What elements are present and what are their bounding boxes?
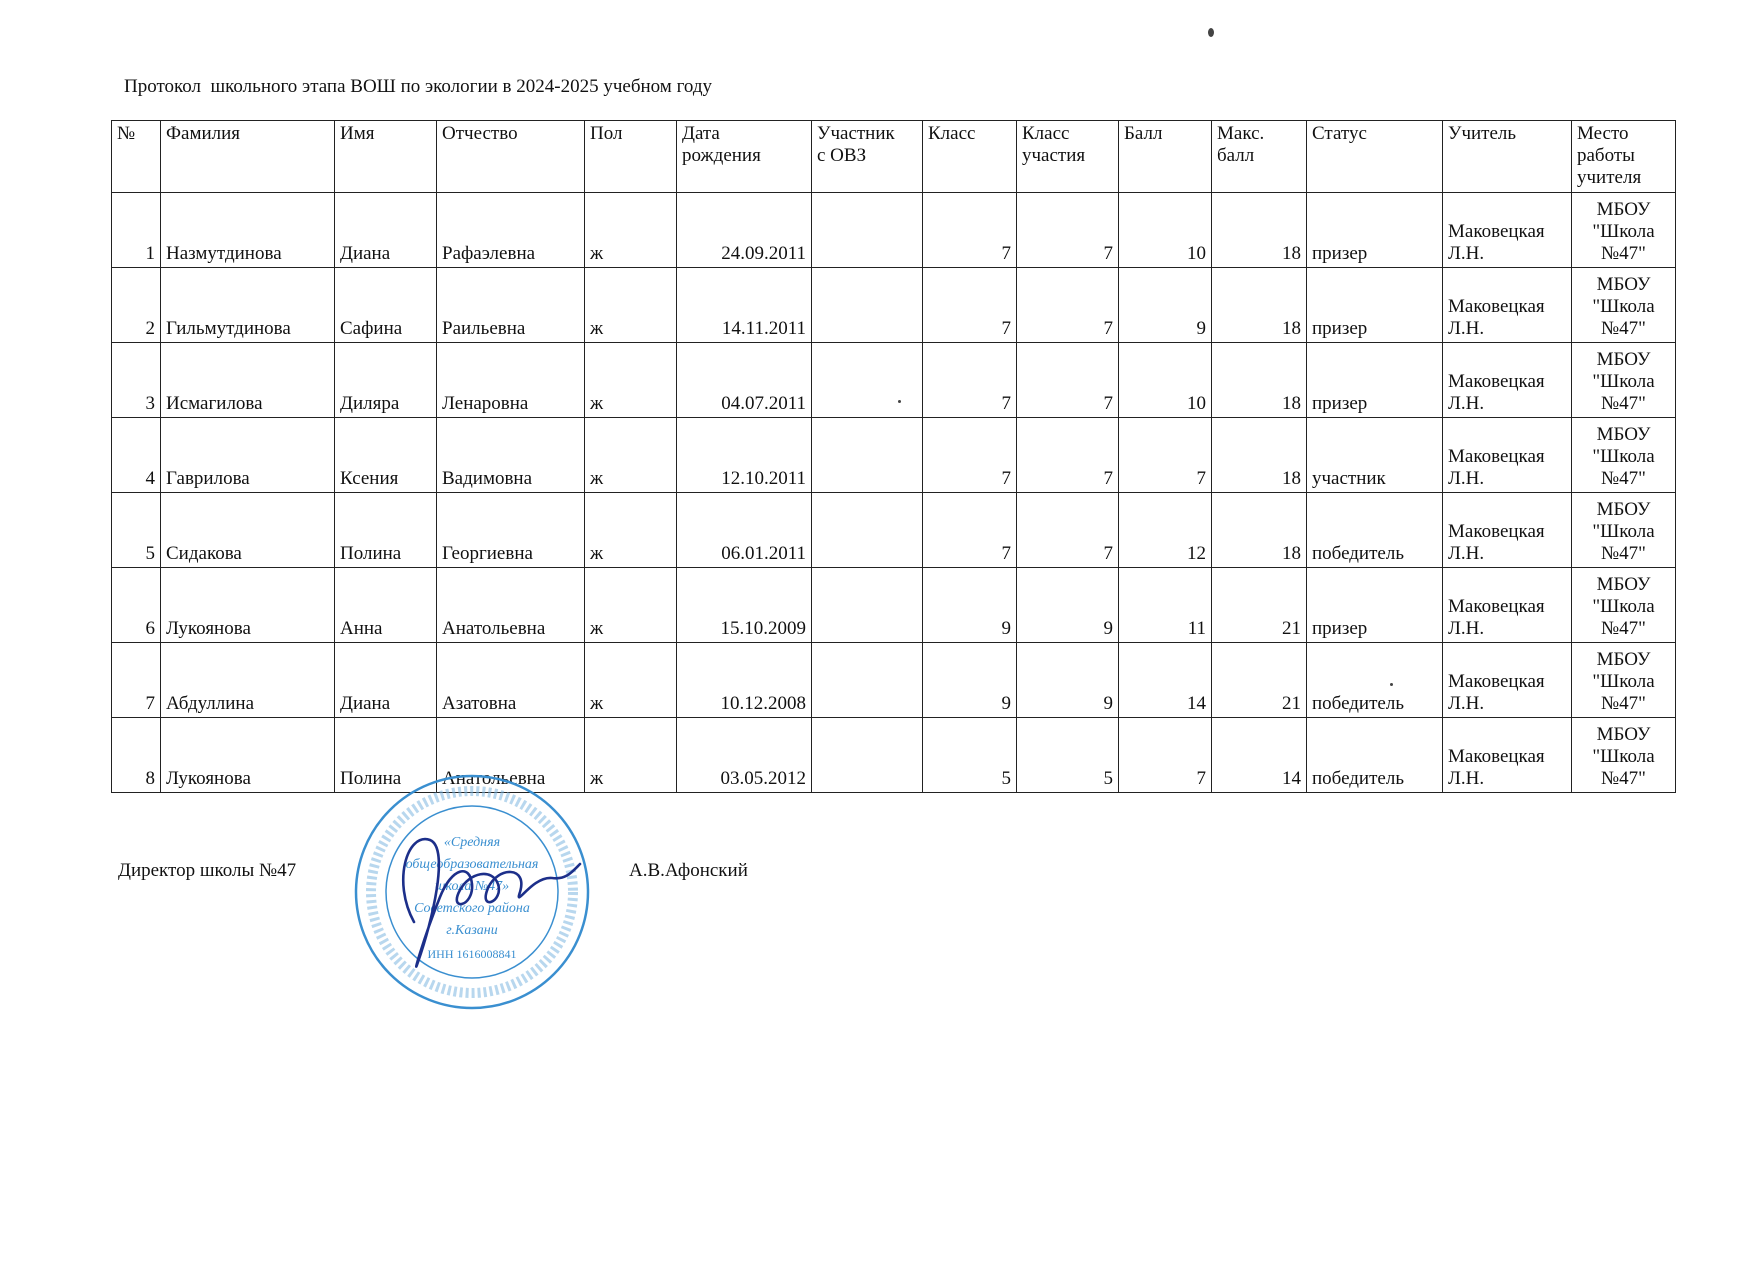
header-sex: Пол [585, 121, 677, 193]
header-teacher-workplace: Место работы учителя [1572, 121, 1676, 193]
header-name: Имя [335, 121, 437, 193]
stamp-line: общеобразовательная [405, 857, 539, 872]
cell-no: 5 [112, 493, 161, 568]
cell-status: победитель [1307, 718, 1443, 793]
cell-birth-date: 04.07.2011 [677, 343, 812, 418]
cell-grade-participation: 7 [1017, 343, 1119, 418]
protocol-table [111, 120, 1676, 793]
header-patronymic: Отчество [437, 121, 585, 193]
table-row [112, 493, 1676, 568]
cell-teacher-workplace: МБОУ "Школа №47" [1572, 418, 1676, 493]
stamp-line: г.Казани [446, 923, 498, 938]
cell-surname: Гаврилова [161, 418, 335, 493]
cell-teacher-workplace: МБОУ "Школа №47" [1572, 568, 1676, 643]
header-status: Статус [1307, 121, 1443, 193]
cell-score: 11 [1119, 568, 1212, 643]
stamp-line: Советского района [414, 901, 530, 916]
cell-birth-date: 12.10.2011 [677, 418, 812, 493]
table-row [112, 193, 1676, 268]
stamp-inn: ИНН 1616008841 [427, 947, 517, 961]
table-row [112, 568, 1676, 643]
cell-teacher: Маковецкая Л.Н. [1443, 643, 1572, 718]
cell-surname: Назмутдинова [161, 193, 335, 268]
cell-grade-participation: 7 [1017, 193, 1119, 268]
cell-name: Ксения [335, 418, 437, 493]
school-stamp [352, 772, 592, 1012]
cell-teacher-workplace: МБОУ "Школа №47" [1572, 268, 1676, 343]
cell-surname: Гильмутдинова [161, 268, 335, 343]
cell-sex: ж [585, 268, 677, 343]
cell-sex: ж [585, 568, 677, 643]
cell-name: Полина [335, 493, 437, 568]
cell-grade: 7 [923, 193, 1017, 268]
table-row [112, 643, 1676, 718]
cell-max-score: 18 [1212, 268, 1307, 343]
cell-score: 10 [1119, 343, 1212, 418]
cell-patronymic: Рафаэлевна [437, 193, 585, 268]
cell-patronymic: Вадимовна [437, 418, 585, 493]
director-name: А.В.Афонский [629, 860, 748, 881]
cell-status: призер [1307, 193, 1443, 268]
cell-score: 12 [1119, 493, 1212, 568]
cell-grade: 7 [923, 343, 1017, 418]
cell-max-score: 14 [1212, 718, 1307, 793]
cell-teacher: Маковецкая Л.Н. [1443, 568, 1572, 643]
cell-no: 3 [112, 343, 161, 418]
cell-birth-date: 03.05.2012 [677, 718, 812, 793]
table-row [112, 418, 1676, 493]
cell-name: Диана [335, 643, 437, 718]
cell-name: Диана [335, 193, 437, 268]
cell-patronymic: Раильевна [437, 268, 585, 343]
cell-teacher-workplace: МБОУ "Школа №47" [1572, 493, 1676, 568]
scan-speck [898, 400, 901, 403]
table-row [112, 268, 1676, 343]
stamp-line: «Средняя [443, 835, 501, 850]
cell-teacher-workplace: МБОУ "Школа №47" [1572, 193, 1676, 268]
cell-ovz [812, 268, 923, 343]
header-grade: Класс [923, 121, 1017, 193]
header-ovz: Участник с ОВЗ [812, 121, 923, 193]
table-row [112, 343, 1676, 418]
cell-name: Диляра [335, 343, 437, 418]
cell-teacher-workplace: МБОУ "Школа №47" [1572, 718, 1676, 793]
cell-teacher: Маковецкая Л.Н. [1443, 718, 1572, 793]
cell-grade: 5 [923, 718, 1017, 793]
cell-grade: 7 [923, 268, 1017, 343]
cell-score: 10 [1119, 193, 1212, 268]
table-body [112, 193, 1676, 793]
cell-max-score: 18 [1212, 343, 1307, 418]
cell-ovz [812, 493, 923, 568]
cell-no: 1 [112, 193, 161, 268]
cell-patronymic: Георгиевна [437, 493, 585, 568]
cell-sex: ж [585, 418, 677, 493]
cell-no: 6 [112, 568, 161, 643]
cell-teacher: Маковецкая Л.Н. [1443, 193, 1572, 268]
cell-max-score: 18 [1212, 418, 1307, 493]
cell-teacher-workplace: МБОУ "Школа №47" [1572, 343, 1676, 418]
cell-max-score: 21 [1212, 568, 1307, 643]
cell-status: призер [1307, 268, 1443, 343]
cell-grade-participation: 7 [1017, 268, 1119, 343]
cell-status: победитель [1307, 643, 1443, 718]
cell-teacher: Маковецкая Л.Н. [1443, 493, 1572, 568]
cell-ovz [812, 193, 923, 268]
header-score: Балл [1119, 121, 1212, 193]
cell-surname: Сидакова [161, 493, 335, 568]
cell-birth-date: 06.01.2011 [677, 493, 812, 568]
cell-sex: ж [585, 493, 677, 568]
cell-grade: 9 [923, 643, 1017, 718]
header-grade-participation: Класс участия [1017, 121, 1119, 193]
header-max-score: Макс. балл [1212, 121, 1307, 193]
cell-patronymic: Анатольевна [437, 718, 585, 793]
cell-birth-date: 10.12.2008 [677, 643, 812, 718]
cell-no: 2 [112, 268, 161, 343]
header-birth-date: Дата рождения [677, 121, 812, 193]
cell-grade: 7 [923, 418, 1017, 493]
cell-grade: 9 [923, 568, 1017, 643]
cell-grade: 7 [923, 493, 1017, 568]
scan-speck [1390, 683, 1393, 686]
cell-status: победитель [1307, 493, 1443, 568]
cell-grade-participation: 9 [1017, 643, 1119, 718]
header-no: № [112, 121, 161, 193]
cell-grade-participation: 7 [1017, 418, 1119, 493]
cell-name: Анна [335, 568, 437, 643]
cell-grade-participation: 7 [1017, 493, 1119, 568]
cell-status: призер [1307, 343, 1443, 418]
cell-surname: Исмагилова [161, 343, 335, 418]
scan-speck [1208, 28, 1214, 37]
cell-sex: ж [585, 193, 677, 268]
cell-surname: Лукоянова [161, 568, 335, 643]
cell-teacher: Маковецкая Л.Н. [1443, 418, 1572, 493]
cell-birth-date: 24.09.2011 [677, 193, 812, 268]
header-teacher: Учитель [1443, 121, 1572, 193]
cell-max-score: 18 [1212, 193, 1307, 268]
cell-sex: ж [585, 343, 677, 418]
cell-surname: Лукоянова [161, 718, 335, 793]
cell-name: Полина [335, 718, 437, 793]
cell-patronymic: Азатовна [437, 643, 585, 718]
cell-patronymic: Анатольевна [437, 568, 585, 643]
cell-name: Сафина [335, 268, 437, 343]
cell-birth-date: 14.11.2011 [677, 268, 812, 343]
document-title: Протокол школьного этапа ВОШ по экологии в 2024-2025 учебном году [124, 76, 713, 97]
cell-teacher: Маковецкая Л.Н. [1443, 268, 1572, 343]
cell-birth-date: 15.10.2009 [677, 568, 812, 643]
cell-teacher-workplace: МБОУ "Школа №47" [1572, 643, 1676, 718]
cell-no: 7 [112, 643, 161, 718]
table-header-row [112, 121, 1676, 193]
table-row [112, 718, 1676, 793]
cell-score: 7 [1119, 718, 1212, 793]
cell-ovz [812, 718, 923, 793]
cell-status: призер [1307, 568, 1443, 643]
cell-score: 14 [1119, 643, 1212, 718]
cell-score: 7 [1119, 418, 1212, 493]
cell-no: 8 [112, 718, 161, 793]
cell-ovz [812, 568, 923, 643]
cell-sex: ж [585, 643, 677, 718]
cell-sex: ж [585, 718, 677, 793]
cell-patronymic: Ленаровна [437, 343, 585, 418]
director-label: Директор школы №47 [118, 860, 297, 881]
cell-no: 4 [112, 418, 161, 493]
stamp-line: школа №47» [434, 879, 510, 894]
cell-grade-participation: 9 [1017, 568, 1119, 643]
cell-ovz [812, 643, 923, 718]
cell-status: участник [1307, 418, 1443, 493]
cell-grade-participation: 5 [1017, 718, 1119, 793]
cell-max-score: 18 [1212, 493, 1307, 568]
cell-max-score: 21 [1212, 643, 1307, 718]
cell-surname: Абдуллина [161, 643, 335, 718]
cell-ovz [812, 418, 923, 493]
cell-score: 9 [1119, 268, 1212, 343]
header-surname: Фамилия [161, 121, 335, 193]
cell-ovz [812, 343, 923, 418]
cell-teacher: Маковецкая Л.Н. [1443, 343, 1572, 418]
